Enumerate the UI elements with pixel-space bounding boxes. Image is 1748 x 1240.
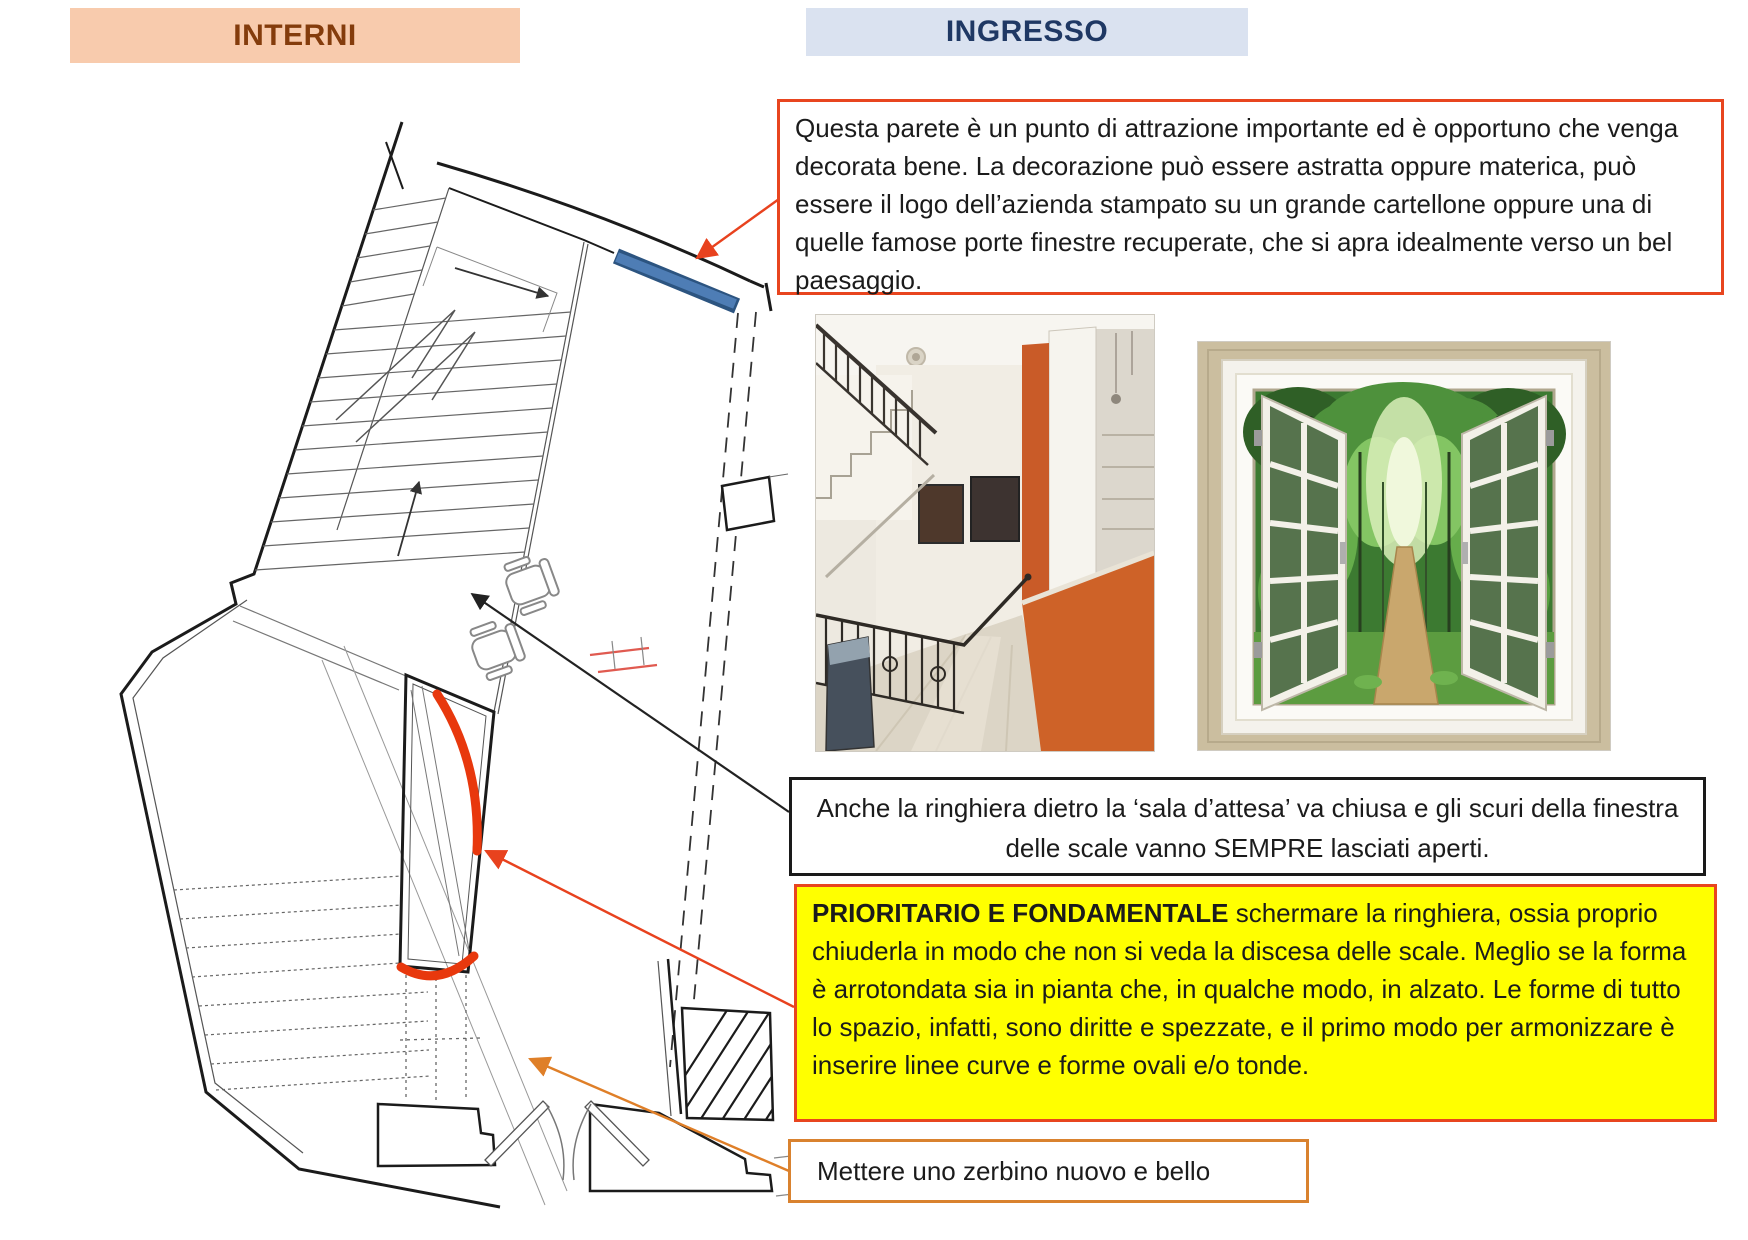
note-priority-body: schermare la ringhiera, ossia proprio chiuderla in modo che non si veda la discesa delle scale. Meglio se la forma è arrotondata sia in pianta che, in qualche modo, in alzato. Le forme di tutto lo spazio, infatti, sono diritte e spezzate, e il primo modo per armonizzare è inserire linee curve e forme ovali e/o tonde. bbox=[812, 898, 1687, 1080]
note-wall-text: Questa parete è un punto di attrazione importante ed è opportuno che venga decorata bene. La decorazione può essere astratta oppure materica, può essere il logo dell’azienda stampato su un grande cartellone oppure una di quelle famose porte finestre recuperate, che si apra idealmente verso un bel paesaggio. bbox=[795, 113, 1679, 295]
note-railing-text: Anche la ringhiera dietro la ‘sala d’attesa’ va chiusa e gli scuri della finestra delle scale vanno SEMPRE lasciati aperti. bbox=[816, 793, 1679, 863]
note-doormat-text: Mettere uno zerbino nuovo e bello bbox=[817, 1155, 1211, 1186]
note-priority-lead: PRIORITARIO E FONDAMENTALE bbox=[812, 898, 1229, 928]
note-priority-screen-railing bbox=[794, 884, 1717, 1122]
photo-hallway-stairs bbox=[816, 315, 1154, 751]
plan-waiting-area-screen bbox=[400, 675, 494, 1100]
section-label-ingresso: INGRESSO bbox=[806, 8, 1248, 56]
note-doormat bbox=[788, 1139, 1309, 1203]
photo-window-forest-view bbox=[1198, 342, 1610, 750]
arrow-red-to-wall bbox=[697, 199, 779, 258]
chair-icon bbox=[500, 550, 563, 617]
plan-highlight-wall-blue bbox=[616, 256, 737, 306]
note-railing-shutters bbox=[789, 777, 1706, 876]
note-wall-decoration bbox=[777, 99, 1724, 295]
section-label-interni: INTERNI bbox=[70, 8, 520, 63]
arrow-red-to-screen bbox=[486, 851, 794, 1007]
plan-direction-arrows bbox=[398, 268, 548, 556]
plan-stairs bbox=[174, 188, 588, 1205]
arrow-black-to-railing bbox=[472, 594, 789, 812]
